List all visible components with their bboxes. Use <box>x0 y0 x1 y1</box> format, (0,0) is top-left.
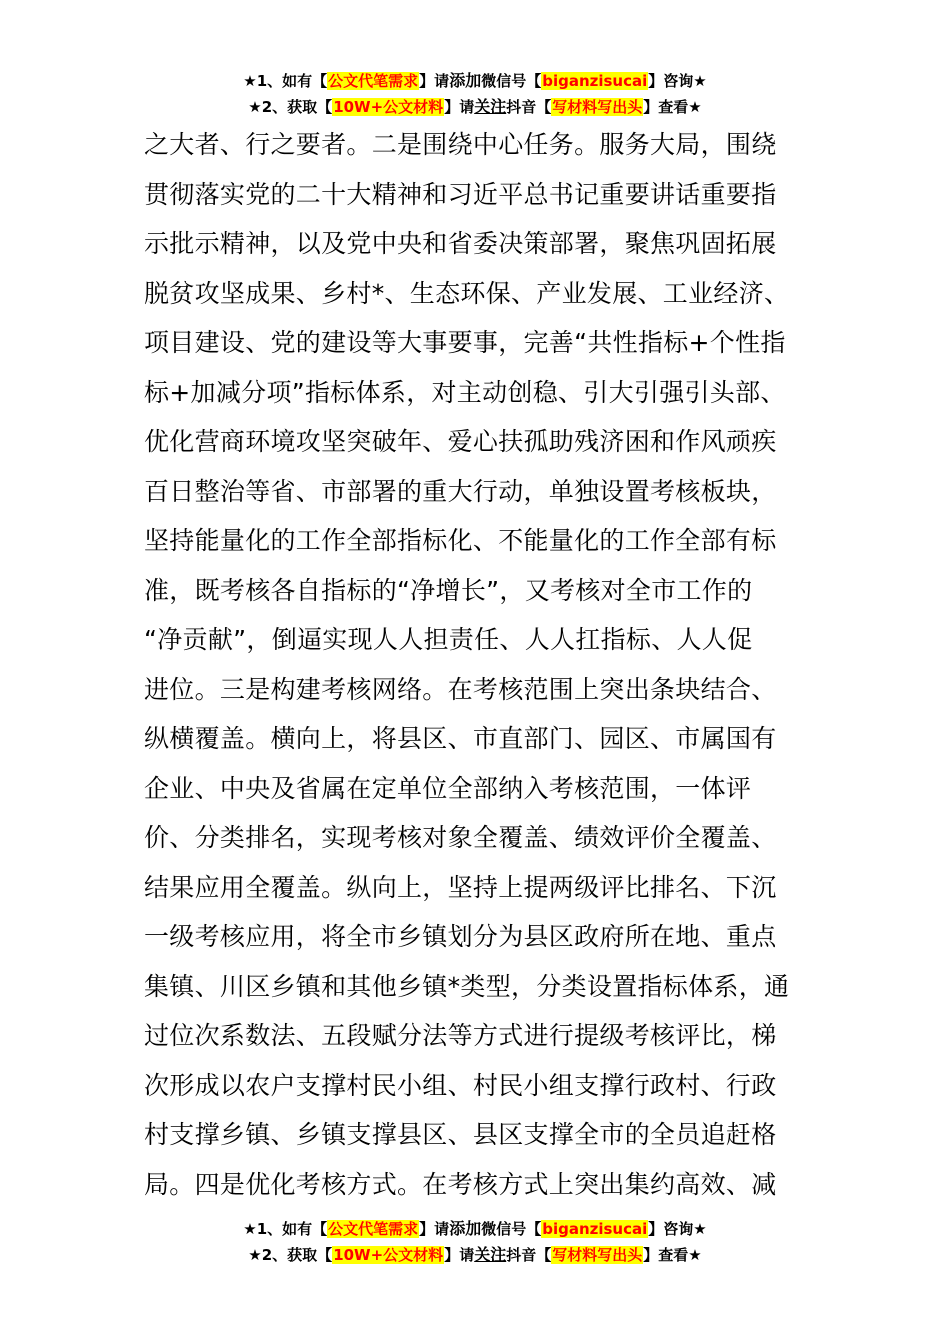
body-line: 示批示精神，以及党中央和省委决策部署，聚焦巩固拓展 <box>144 229 777 258</box>
banner-text: 】请 <box>444 98 475 116</box>
banner-text: ★1、如有【 <box>243 1220 328 1238</box>
banner-text: 】请 <box>419 1220 450 1238</box>
body-line: 次形成以农户支撑村民小组、村民小组支撑行政村、行政 <box>144 1070 777 1100</box>
body-line: 优化营商环境攻坚突破年、爱心扶孤助残济困和作风顽疾 <box>144 427 777 456</box>
highlight-douyin-account: 写材料写出头 <box>552 98 643 116</box>
body-line: 脱贫攻坚成果、乡村*、生态环保、产业发展、工业经济、 <box>144 278 790 308</box>
body-line: 贯彻落实党的二十大精神和习近平总书记重要讲话重要指 <box>144 179 777 209</box>
body-line: 企业、中央及省属在定单位全部纳入考核范围，一体评 <box>144 773 752 803</box>
highlight-wechat-id: biganzisucai <box>542 72 648 90</box>
banner-text: ★1、如有【 <box>243 72 328 90</box>
banner-text: 】查看★ <box>643 1246 702 1264</box>
highlight-service: 公文代笔需求 <box>328 72 419 90</box>
banner-text: 】请 <box>444 1246 475 1264</box>
banner-text: 微信号【 <box>481 72 542 90</box>
body-line: 村支撑乡镇、乡镇支撑县区、县区支撑全市的全员追赶格 <box>144 1120 777 1149</box>
banner-line-1 <box>0 1216 950 1242</box>
highlight-wechat-id: biganzisucai <box>542 1220 648 1238</box>
body-line: 集镇、川区乡镇和其他乡镇*类型，分类设置指标体系，通 <box>144 971 790 1001</box>
highlight-service: 公文代笔需求 <box>328 1220 419 1238</box>
banner-text: 】咨询★ <box>648 72 707 90</box>
body-line: 过位次系数法、五段赋分法等方式进行提级考核评比，梯 <box>144 1021 777 1050</box>
body-line: 一级考核应用，将全市乡镇划分为县区政府所在地、重点 <box>144 922 777 951</box>
banner-text: ★2、获取【 <box>248 98 333 116</box>
banner-line-2 <box>0 94 950 120</box>
highlight-materials: 10W+公文材料 <box>333 1246 444 1264</box>
banner-emphasis: 关注 <box>474 97 507 116</box>
body-line: 价、分类排名，实现考核对象全覆盖、绩效评价全覆盖、 <box>144 823 777 852</box>
body-line: 标+加减分项”指标体系，对主动创稳、引大引强引头部、 <box>144 377 786 407</box>
document-body <box>144 120 814 1209</box>
body-line: 之大者、行之要者。二是围绕中心任务。服务大局，围绕 <box>144 130 777 159</box>
highlight-materials: 10W+公文材料 <box>333 98 444 116</box>
body-line: 结果应用全覆盖。纵向上，坚持上提两级评比排名、下沉 <box>144 872 777 902</box>
footer-banner <box>0 1216 950 1268</box>
banner-line-1 <box>0 68 950 94</box>
banner-emphasis: 关注 <box>474 1245 507 1264</box>
banner-text: ★2、获取【 <box>248 1246 333 1264</box>
body-line: 进位。三是构建考核网络。在考核范围上突出条块结合、 <box>144 674 777 704</box>
banner-emphasis: 添加 <box>449 1219 482 1238</box>
body-line: “净贡献”，倒逼实现人人担责任、人人扛指标、人人促 <box>144 625 753 654</box>
highlight-douyin-account: 写材料写出头 <box>552 1246 643 1264</box>
header-banner <box>0 68 950 120</box>
banner-line-2 <box>0 1242 950 1268</box>
body-line: 纵横覆盖。横向上，将县区、市直部门、园区、市属国有 <box>144 724 777 753</box>
body-line: 项目建设、党的建设等大事要事，完善“共性指标+个性指 <box>144 328 786 357</box>
banner-text: 】请 <box>419 72 450 90</box>
body-line: 准，既考核各自指标的“净增长”，又考核对全市工作的 <box>144 575 753 605</box>
body-line: 百日整治等省、市部署的重大行动，单独设置考核板块， <box>144 476 777 506</box>
banner-text: 】咨询★ <box>648 1220 707 1238</box>
banner-text: 抖音【 <box>506 1246 552 1264</box>
banner-text: 】查看★ <box>643 98 702 116</box>
banner-text: 微信号【 <box>481 1220 542 1238</box>
body-line: 局。四是优化考核方式。在考核方式上突出集约高效、减 <box>144 1169 777 1199</box>
banner-text: 抖音【 <box>506 98 552 116</box>
body-line: 坚持能量化的工作全部指标化、不能量化的工作全部有标 <box>144 526 777 555</box>
banner-emphasis: 添加 <box>449 71 482 90</box>
